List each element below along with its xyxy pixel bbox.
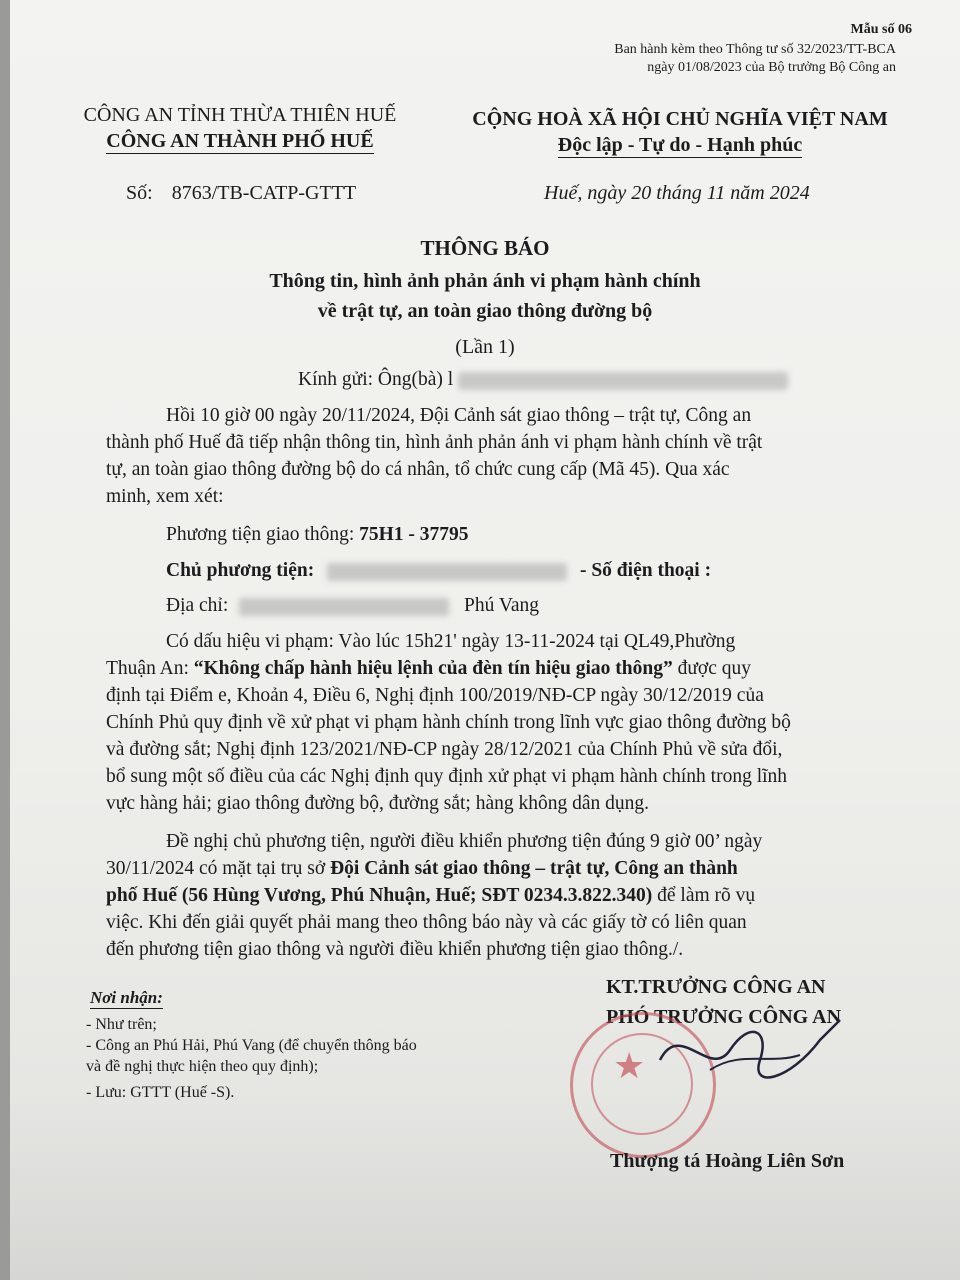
recipients-title	[90, 988, 163, 1008]
notice-subtitle-2: về trật tự, an toàn giao thông đường bộ	[317, 300, 653, 322]
place-date: Huế, ngày 20 tháng 11 năm 2024	[544, 182, 810, 204]
address-label: Địa chỉ:	[166, 595, 229, 616]
request-office-address: phố Huế (56 Hùng Vương, Phú Nhuận, Huế; SĐT 0234.3.822.340)	[106, 885, 653, 906]
vehicle-label: Phương tiện giao thông:	[166, 524, 355, 545]
violation-location: Thuận An:	[106, 658, 194, 679]
national-motto	[440, 134, 920, 157]
redacted-owner-name	[327, 563, 567, 581]
agency-name-text: CÔNG AN THÀNH PHỐ HUẾ	[106, 130, 374, 152]
signature-title-1: KT.TRƯỞNG CÔNG AN	[606, 976, 826, 998]
violation-line-5: và đường sắt; Nghị định 123/2021/NĐ-CP ngày 28/12/2021 của Chính Phủ về sửa đổi,	[106, 739, 783, 760]
notice-title: THÔNG BÁO	[420, 236, 550, 260]
violation-line-2-tail: được quy	[672, 658, 752, 679]
form-reference-line-1: Ban hành kèm theo Thông tư số 32/2023/TT-BCA	[614, 42, 896, 57]
recipient-item: - Lưu: GTTT (Huế -S).	[86, 1084, 235, 1101]
request-line-3-tail: để làm rõ vụ	[652, 885, 756, 906]
signer-name: Thượng tá Hoàng Liên Sơn	[610, 1150, 845, 1172]
notice-subtitle-1: Thông tin, hình ảnh phản ánh vi phạm hành chính	[269, 270, 701, 292]
request-line-3	[106, 882, 755, 909]
address-district: Phú Vang	[464, 595, 539, 616]
document-number-label: Số:	[126, 182, 153, 204]
recipient-line	[298, 366, 788, 393]
recipients-title-text: Nơi nhận:	[90, 988, 163, 1007]
intro-line-1: Hồi 10 giờ 00 ngày 20/11/2024, Đội Cảnh sát giao thông – trật tự, Công an	[166, 405, 752, 426]
recipient-item: - Công an Phú Hải, Phú Vang (để chuyển thông báo	[86, 1037, 417, 1054]
redacted-address	[239, 598, 449, 616]
violation-line-2	[106, 655, 751, 682]
request-office: Đội Cảnh sát giao thông – trật tự, Công an thành	[330, 858, 738, 879]
intro-line-3: tự, an toàn giao thông đường bộ do cá nhân, tổ chức cung cấp (Mã 45). Qua xác	[106, 459, 730, 480]
document-page	[10, 0, 960, 1280]
document-number-value: 8763/TB-CATP-GTTT	[171, 182, 357, 204]
intro-line-4: minh, xem xét:	[106, 486, 224, 507]
handwritten-signature	[650, 1000, 850, 1090]
address-line	[166, 592, 539, 619]
agency-name	[50, 130, 430, 153]
republic-heading: CỘNG HOÀ XÃ HỘI CHỦ NGHĨA VIỆT NAM	[472, 108, 888, 130]
form-code: Mẫu số 06	[850, 22, 912, 37]
form-reference-line-2: ngày 01/08/2023 của Bộ trưởng Bộ Công an	[647, 60, 896, 75]
vehicle-plate: 75H1 - 37795	[359, 524, 469, 545]
owner-label: Chủ phương tiện:	[166, 560, 315, 581]
violation-line-3: định tại Điểm e, Khoản 4, Điều 6, Nghị định 100/2019/NĐ-CP ngày 30/12/2019 của	[106, 685, 764, 706]
redacted-recipient-name	[458, 372, 788, 390]
violation-line-4: Chính Phủ quy định về xử phạt vi phạm hành chính trong lĩnh vực giao thông đường bộ	[106, 712, 791, 733]
phone-label: - Số điện thoại :	[579, 560, 712, 581]
violation-line-1: Có dấu hiệu vi phạm: Vào lúc 15h21' ngày 13-11-2024 tại QL49,Phường	[166, 631, 736, 652]
owner-line	[166, 557, 711, 584]
vehicle-line	[166, 521, 469, 548]
violation-line-7: vực hàng hải; giao thông đường bộ, đường sắt; hàng không dân dụng.	[106, 793, 650, 814]
signature-title-2: PHÓ TRƯỞNG CÔNG AN	[606, 1006, 842, 1028]
request-line-5: đến phương tiện giao thông và người điều khiển phương tiện giao thông./.	[106, 939, 684, 960]
national-motto-text: Độc lập - Tự do - Hạnh phúc	[557, 134, 803, 156]
request-line-1: Đề nghị chủ phương tiện, người điều khiển phương tiện đúng 9 giờ 00’ ngày	[166, 831, 763, 852]
intro-line-2: thành phố Huế đã tiếp nhận thông tin, hình ảnh phản ánh vi phạm hành chính về trật	[106, 432, 763, 453]
document-number	[126, 182, 356, 205]
request-line-4: việc. Khi đến giải quyết phải mang theo thông báo này và các giấy tờ có liên quan	[106, 912, 747, 933]
recipient-label: Kính gửi: Ông(bà) l	[298, 369, 454, 390]
seal-star-icon: ★	[613, 1046, 646, 1086]
violation-line-6: bổ sung một số điều của các Nghị định quy định xử phạt vi phạm hành chính trong lĩnh	[106, 766, 788, 787]
recipient-item: và đề nghị thực hiện theo quy định);	[86, 1058, 319, 1075]
violation-description: “Không chấp hành hiệu lệnh của đèn tín hiệu giao thông”	[193, 658, 673, 679]
recipient-item: - Như trên;	[86, 1016, 157, 1033]
agency-parent: CÔNG AN TỈNH THỪA THIÊN HUẾ	[83, 104, 397, 126]
request-line-2-start: 30/11/2024 có mặt tại trụ sở	[106, 858, 331, 879]
notice-round: (Lần 1)	[455, 336, 515, 358]
request-line-2	[106, 855, 738, 882]
